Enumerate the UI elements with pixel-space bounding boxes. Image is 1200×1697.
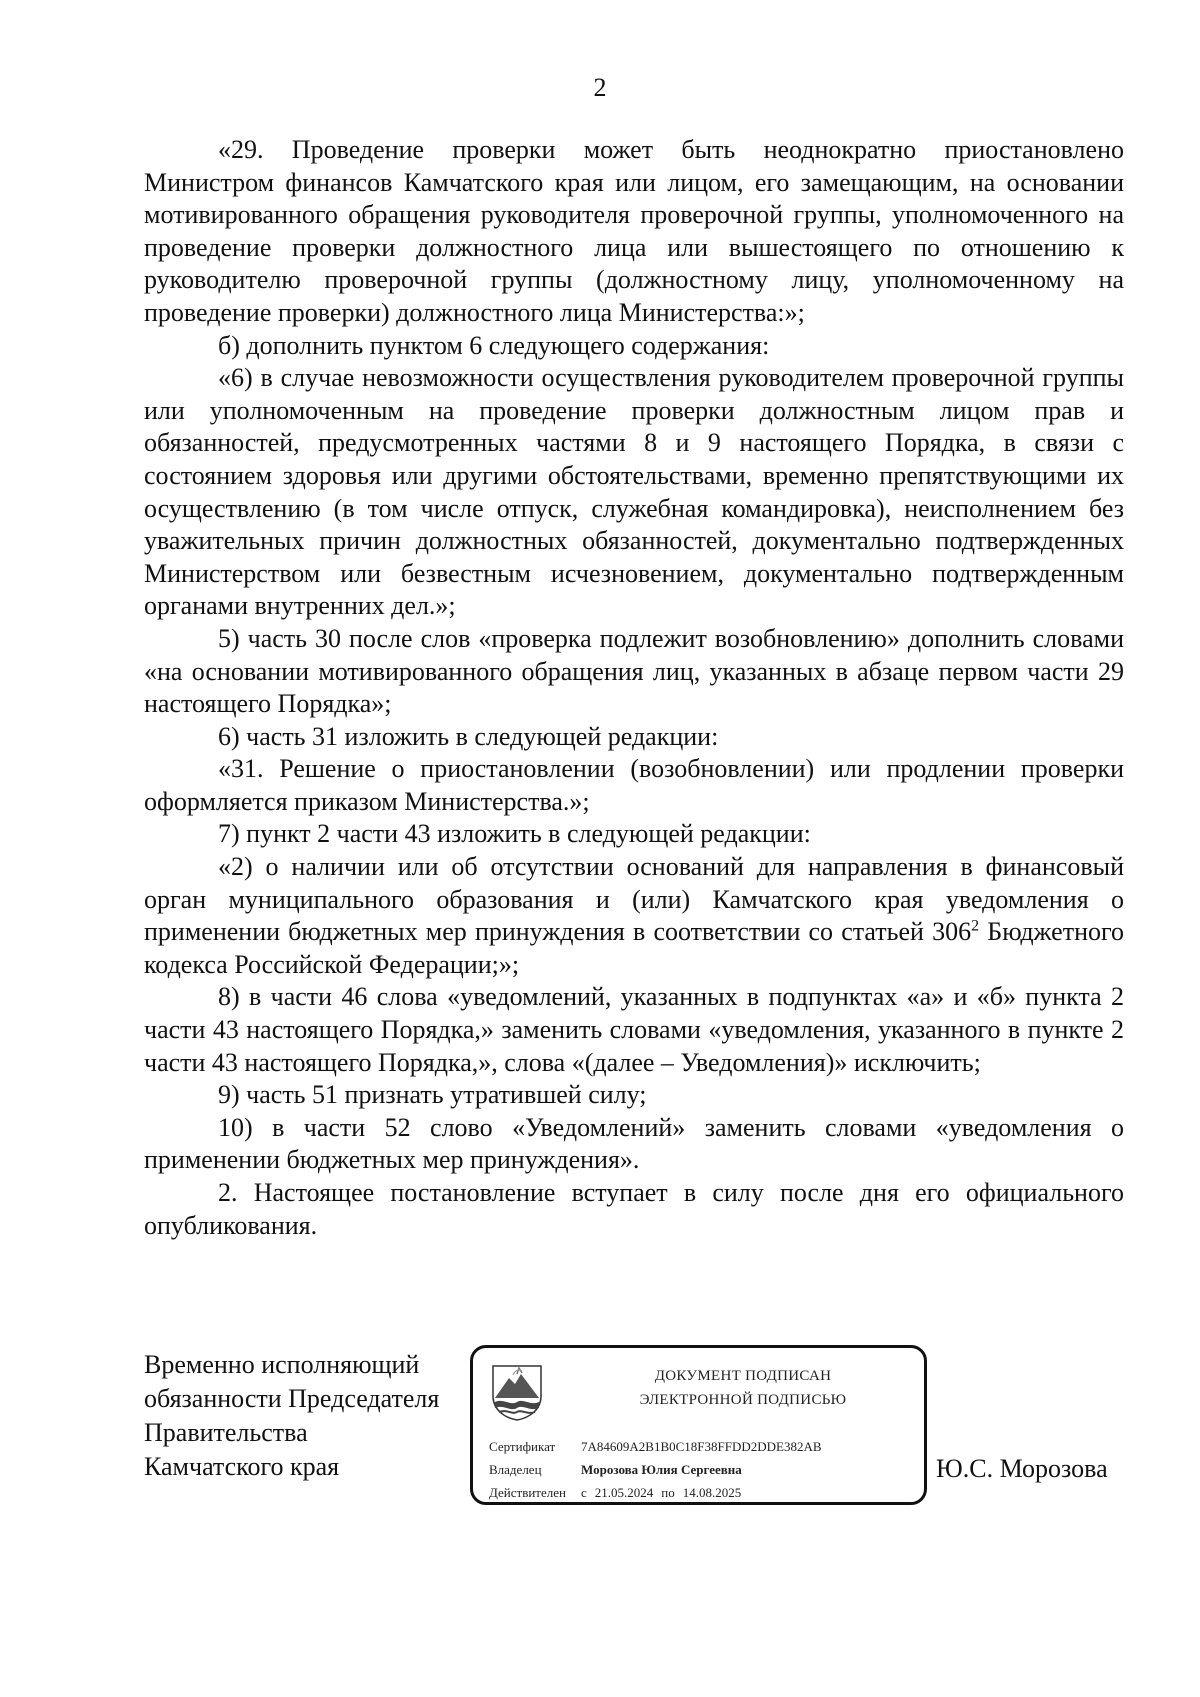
certificate-label: Сертификат <box>489 1439 556 1454</box>
paragraph-2-budget-measures <box>144 851 1124 981</box>
paragraph-10-part-52: 10) в части 52 слово «Уведомлений» заменить словами «уведомления о применении бюджетных мер принуждения». <box>144 1112 1124 1175</box>
paragraph-9-part-51: 9) часть 51 признать утратившей силу; <box>218 1080 647 1110</box>
certificate-value: 7A84609A2B1B0C18F38FFDD2DDE382AB <box>581 1439 822 1454</box>
paragraph-31-decision: «31. Решение о приостановлении (возобновлении) или продлении проверки оформляется приказом Министерства.»; <box>144 754 1124 816</box>
valid-to-date: 14.08.2025 <box>682 1485 742 1500</box>
article-superscript: 2 <box>971 917 980 935</box>
paragraph-2-text-end: Бюджетного кодекса Российской Федерации;»; <box>144 917 1124 979</box>
paragraph-7-part-43-intro: 7) пункт 2 части 43 изложить в следующей редакции: <box>218 819 811 849</box>
signer-position-line: Правительства <box>144 1418 308 1447</box>
signer-position <box>144 1348 474 1484</box>
signer-name: Ю.С. Морозова <box>936 1454 1108 1483</box>
paragraph-5-part-30: 5) часть 30 после слов «проверка подлежит возобновлению» дополнить словами «на основании мотивированного обращения лиц, указанных в абзаце первом части 29 настоящего Порядка»; <box>144 623 1124 719</box>
paragraph-6-part-31-intro: 6) часть 31 изложить в следующей редакции: <box>218 721 719 751</box>
valid-to-prefix: по <box>661 1485 675 1500</box>
page-number: 2 <box>593 73 607 102</box>
paragraph-29-suspension: «29. Проведение проверки может быть неоднократно приостановлено Министром финансов Камчатского края или лицом, его замещающим, на основании мотивированного обращения руководителя проверочной группы, уполномоченного на проведение проверки должностного лица или вышестоящего по отношению к руководителю проверочной группы (должностному лицу, уполномоченному на проведение проверки) должностного лица Министерства:»; <box>144 135 1124 327</box>
paragraph-b-intro: б) дополнить пунктом 6 следующего содержания: <box>218 330 770 360</box>
signer-position-line: Камчатского края <box>144 1452 340 1481</box>
kamchatka-coat-of-arms-icon <box>489 1362 545 1422</box>
stamp-validity-row <box>489 1484 741 1502</box>
valid-label: Действителен <box>489 1485 566 1500</box>
signer-position-line: обязанности Председателя <box>144 1384 440 1413</box>
owner-label: Владелец <box>489 1462 542 1477</box>
paragraph-2-text-start: «2) о наличии или об отсутствии оснований для направления в финансовый орган муниципального образования и (или) Камчатского края уведомления о применении бюджетных мер принуждения в соответствии со статьей 306 <box>144 852 1124 947</box>
valid-from-prefix: с <box>581 1485 587 1500</box>
document-body <box>144 134 1124 1242</box>
paragraph-8-part-46: 8) в части 46 слова «уведомлений, указанных в подпунктах «а» и «б» пункта 2 части 43 настоящего Порядка,» заменить словами «уведомления, указанного в пункте 2 части 43 настоящего Порядка,», слова «(далее – Уведомления)» исключить; <box>144 982 1124 1077</box>
stamp-title <box>563 1364 923 1412</box>
electronic-signature-stamp <box>470 1345 927 1505</box>
owner-value: Морозова Юлия Сергеевна <box>581 1462 742 1477</box>
paragraph-entry-into-force: 2. Настоящее постановление вступает в силу после дня его официального опубликования. <box>144 1178 1124 1240</box>
stamp-title-line: ДОКУМЕНТ ПОДПИСАН <box>654 1368 832 1384</box>
stamp-certificate-row <box>489 1438 822 1456</box>
paragraph-6-impossibility: «6) в случае невозможности осуществления руководителем проверочной группы или уполномоченным на проведение проверки должностным лицом прав и обязанностей, предусмотренных частями 8 и 9 настоящего Порядка, в связи с состоянием здоровья или другими обстоятельствами, временно препятствующими их осуществлению (в том числе отпуск, служебная командировка), неисполнением без уважительных причин должностных обязанностей, документально подтвержденных Министерством или безвестным исчезновением, документально подтвержденным органами внутренних дел.»; <box>144 363 1124 621</box>
stamp-owner-row <box>489 1461 742 1479</box>
stamp-title-line: ЭЛЕКТРОННОЙ ПОДПИСЬЮ <box>639 1392 847 1408</box>
signer-position-line: Временно исполняющий <box>144 1350 420 1379</box>
valid-from-date: 21.05.2024 <box>594 1485 654 1500</box>
